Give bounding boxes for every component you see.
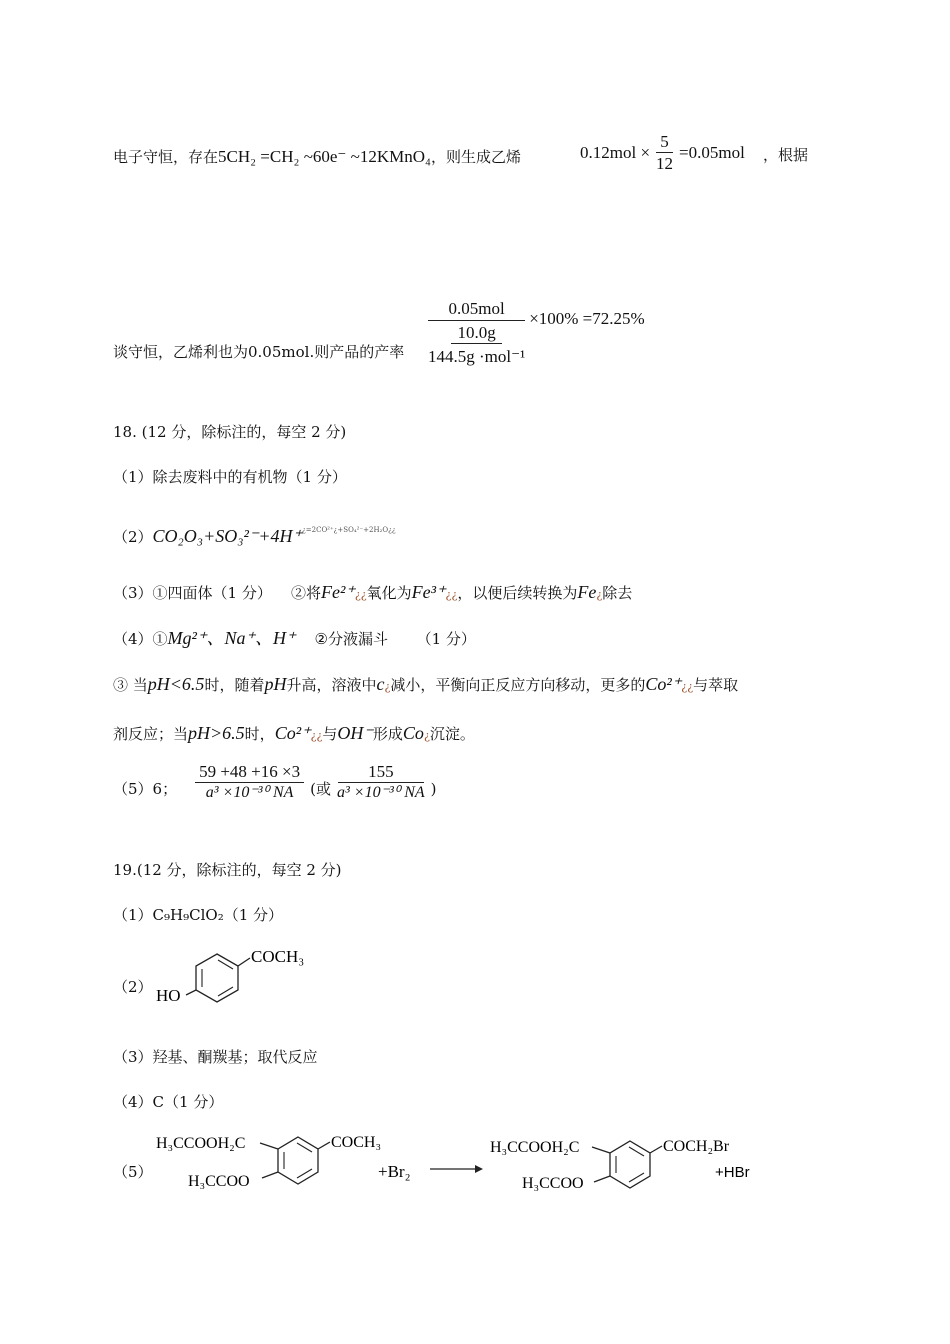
symbol-fe: Fe [577, 582, 597, 602]
text-precipitate: 沉淀。 [429, 725, 475, 743]
reactant-right-group: COCH₃ [331, 1134, 382, 1151]
reactant-structure [156, 1134, 381, 1190]
q19-part5-label: （5） [113, 1163, 153, 1181]
q18-part3-c: 氧化为 [366, 584, 412, 602]
product-top-group: H₃CCOOH₂C [490, 1139, 580, 1156]
product-bottom-group: H₃CCOO [522, 1175, 584, 1192]
paragraph-line-1 [113, 148, 521, 165]
q18-part4-3: ③ 当pH<6.5时，随着pH升高，溶液中c¿减小，平衡向正反应方向移动，更多的Co²⁺¿¿与萃取 [113, 674, 739, 694]
calc-left: 0.12mol × [580, 143, 651, 162]
density-fraction-1 [195, 763, 304, 801]
q19-part3: （3）羟基、酮羰基；取代反应 [113, 1048, 318, 1066]
q18-part5 [113, 763, 437, 801]
text-extract: 与萃取 [693, 676, 739, 694]
q18-part3-d: ，以便后续转换为 [457, 584, 578, 602]
q18-part3: （3）①四面体（1 分） ②将Fe²⁺¿¿氧化为Fe³⁺¿¿，以便后续转换为Fe¿除去 [113, 582, 633, 602]
ion-oh: OH⁻ [337, 723, 373, 743]
q18-part4-c: （1 分） [416, 630, 476, 648]
q19-part1: （1）C₉H₉ClO₂（1 分） [113, 906, 284, 924]
q18-part3-e: 除去 [602, 584, 633, 602]
text-electron-conservation: 电子守恒，存在 [113, 148, 219, 166]
q19-title: 19.(12 分，除标注的，每空 2 分) [113, 861, 342, 879]
q18-part2 [113, 527, 396, 545]
text-and: 与 [322, 725, 338, 743]
q18-part4-a: （4）① [113, 630, 168, 648]
fraction-denominator: 12 [656, 154, 674, 173]
density-den-1: a³ ×10⁻³⁰ NA [205, 784, 294, 801]
density-num-2: 155 [338, 763, 424, 783]
text-close-paren: ) [430, 779, 437, 798]
density-num-1: 59 +48 +16 ×3 [195, 763, 304, 783]
q19-part4: （4）C（1 分） [113, 1093, 224, 1111]
group-coch3: COCH₃ [251, 947, 305, 966]
fraction-numerator: 5 [656, 133, 673, 153]
yield-molar-mass: 144.5g ·mol⁻¹ [428, 347, 526, 366]
reaction-scheme [150, 1125, 770, 1200]
structure-hydroxyacetophenone [150, 940, 330, 1010]
q18-part5-label: （5）6； [113, 779, 178, 798]
byproduct-hbr: +HBr [715, 1164, 750, 1181]
group-ho: HO [156, 986, 181, 1005]
q18-part2-label: （2） [113, 528, 153, 546]
ph-gt: pH>6.5 [188, 723, 245, 743]
text-form: 形成 [372, 725, 403, 743]
calc-right: =0.05mol [679, 143, 745, 162]
density-den-2: a³ ×10⁻³⁰ NA [336, 784, 425, 801]
text-ethylene: ，则生成乙烯 [430, 148, 521, 166]
text-yield-intro: 谈守恒，乙烯利也为0.05mol.则产品的产率 [113, 343, 405, 361]
ion-fe2: Fe²⁺ [320, 582, 355, 602]
text-when: ③ 当 [113, 676, 148, 694]
text-time: 时， [244, 725, 275, 743]
q18-part3-b: ②将 [290, 584, 321, 602]
reagent-br2: +Br₂ [378, 1162, 411, 1181]
ph-lt: pH<6.5 [147, 674, 205, 694]
text-as: 时，随着 [204, 676, 265, 694]
fraction-5-12 [652, 133, 677, 172]
ions-list: Mg²⁺、Na⁺、H⁺ [167, 628, 296, 648]
ion-fe3: Fe³⁺ [411, 582, 446, 602]
yield-calc [428, 300, 645, 365]
q18-part4-b: ②分液漏斗 [314, 630, 388, 648]
text-rise: 升高，溶液中 [286, 676, 377, 694]
c-var: c [376, 674, 385, 694]
text-decrease: 减小，平衡向正反应方向移动，更多的 [390, 676, 646, 694]
arrow-head [475, 1165, 483, 1173]
q18-part3-a: （3）①四面体（1 分） [113, 584, 272, 602]
equation-ratio: 5CH₂ =CH₂ ~60e⁻ ~12KMnO₄ [218, 147, 431, 166]
yield-result: ×100% =72.25% [529, 309, 645, 328]
ethylene-calc [580, 133, 745, 172]
text-reagent: 剂反应；当 [113, 725, 189, 743]
q18-part1: （1）除去废料中的有机物（1 分） [113, 468, 347, 486]
text-or: (或 [310, 779, 331, 798]
text-according: ，根据 [763, 146, 809, 164]
q18-title: 18. (12 分，除标注的，每空 2 分) [113, 423, 347, 441]
q18-part2-formula: CO₂O₃+SO₃²⁻+4H⁺ [152, 526, 303, 546]
symbol-co: Co [402, 723, 424, 743]
q18-part4 [113, 629, 476, 647]
yield-mass: 10.0g [451, 324, 501, 344]
density-fraction-2 [333, 763, 429, 801]
ion-co2-b: Co²⁺ [274, 723, 311, 743]
ph: pH [264, 674, 287, 694]
yield-numerator: 0.05mol [428, 300, 524, 321]
ion-co2: Co²⁺ [645, 674, 682, 694]
reactant-bottom-group: H₃CCOO [188, 1173, 250, 1190]
q18-part2-tail: ¿=2CO²⁺¿+SO₄²⁻+2H₂O¿¿ [302, 526, 396, 534]
reactant-top-group: H₃CCOOH₂C [156, 1135, 246, 1152]
q18-part4-3-cont: 剂反应；当pH>6.5时，Co²⁺¿¿与OH⁻形成Co¿沉淀。 [113, 723, 475, 743]
product-right-group: COCH₂Br [663, 1138, 730, 1155]
product-structure [490, 1138, 730, 1192]
q19-part2-label: （2） [113, 978, 153, 996]
